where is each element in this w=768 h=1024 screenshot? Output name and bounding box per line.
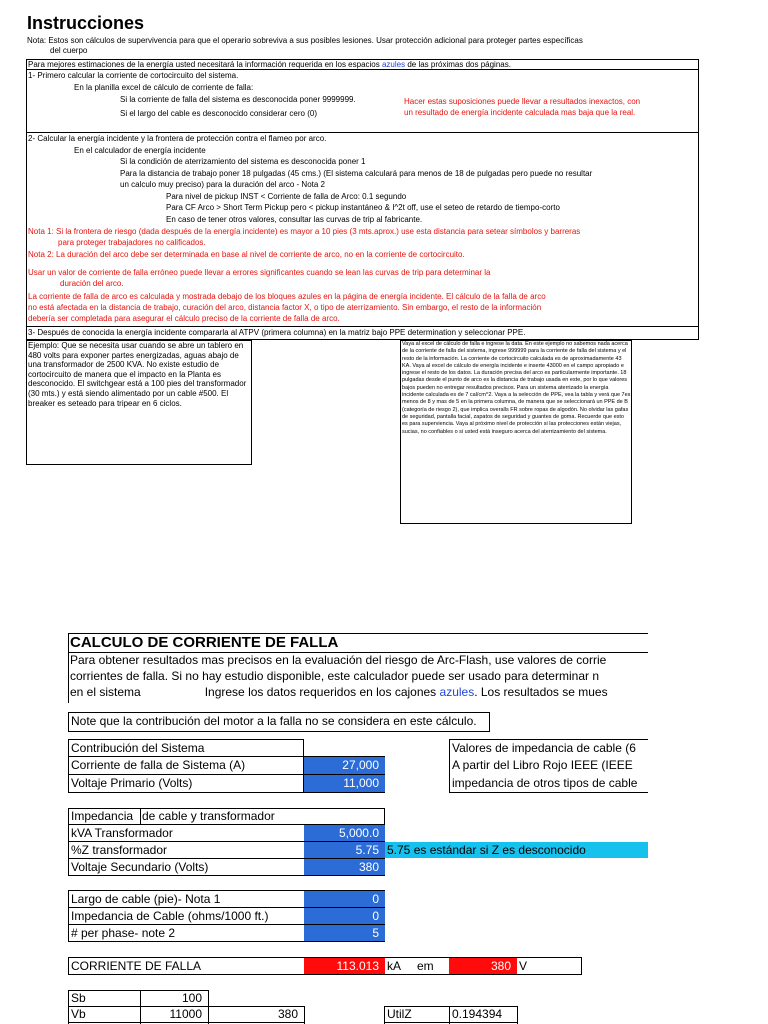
len-label: Largo de cable (pie)- Nota 1 bbox=[71, 892, 221, 906]
result-em: em bbox=[417, 959, 434, 973]
note-line-2: del cuerpo bbox=[50, 46, 88, 55]
z-label: %Z transformador bbox=[71, 843, 168, 857]
len-input[interactable]: 0 bbox=[304, 891, 385, 907]
utilz-value: 0.194394 bbox=[452, 1007, 503, 1021]
phase-label: # per phase- note 2 bbox=[71, 926, 176, 940]
page-title: Instrucciones bbox=[27, 13, 145, 33]
sb-value: 100 bbox=[181, 991, 202, 1005]
motor-note: Note que la contribución del motor a la falla no se considera en este cálculo. bbox=[71, 714, 477, 728]
sheet-desc-3-blue: azules bbox=[439, 685, 475, 699]
tr-title-a: Impedancia bbox=[71, 809, 134, 823]
example-right-text: Vaya al excel de cálculo de falla e ingrese la data. En este ejemplo no sabemos nada acerca de la corriente de falla del sistema, ingrese 999999 para la corriente de falla del sistema y el resto de la información. La corriente de cortocircuito calculada es de aproximadamente 43 KA. Vaya al excel de cálculo de energía incidente e inserte 43000 en el campo apropiado e ingrese el resto de los datos. La duración precisa del arco es particularmente importante. 18 pulgadas desde el punto de arco es la distancia de trabajo usada en este, por lo que valores bajos pueden no entregar resultados precisos. Para un sistema aterrizado la energía incidente calculada es de 7 cal/cm^2. Vaya a la selección de PPE, vea la tabla y verá que 7es menos de 8 y mas de 5 en la primera columna, de manera que se seleccionará un PPE de B (categoría de riesgo 2), que implica overalls FR sobre ropas de algodón. No olvidar las gafas de seguridad, pantalla facial, zapatos de seguridad y guantes de goma. Recuerde que esto es para superviencia. Vaya al próximo nivel de protección si las protecciones están viejas, sucias, no confiables o si usted está inseguro acerca del aterrizamiento del sistema. bbox=[402, 341, 631, 435]
step2-l3: Para la distancia de trabajo poner 18 pulgadas (45 cms.) (El sistema calculará para menos de 18 de pulgadas pero puede no resultar bbox=[120, 169, 593, 178]
step2-l6: Para CF Arco > Short Term Pickup pero < pickup instantáneo & I^2t off, use el seteo de retardo de tiempo-corto bbox=[166, 203, 560, 212]
cimp-label: Impedancia de Cable (ohms/1000 ft.) bbox=[71, 909, 269, 923]
sb-label: Sb bbox=[71, 991, 86, 1005]
vb-value-2: 380 bbox=[277, 1007, 298, 1021]
sys-fault-input[interactable]: 27,000 bbox=[304, 757, 385, 774]
sheet-desc-3a: en el sistema bbox=[70, 685, 141, 699]
step1-warning2: un resultado de energía incidente calculada mas baja que la real. bbox=[404, 108, 636, 117]
kva-label: kVA Transformador bbox=[71, 826, 173, 840]
result-v: V bbox=[519, 959, 528, 973]
step2-l4: un calculo muy preciso) para la duración del arco - Nota 2 bbox=[120, 180, 325, 189]
result-label: CORRIENTE DE FALLA bbox=[71, 959, 202, 973]
warning-r2b: no está afectada en la distancia de trabajo, curación del arco, distancia factor X, o tipo de aterrizamiento. Sin embargo, el resto de la información bbox=[28, 303, 542, 312]
step1-warning1: Hacer estas suposiciones puede llevar a resultados inexactos, con bbox=[404, 97, 641, 106]
sheet-desc-3c: . Los resultados se mues bbox=[474, 685, 608, 699]
vb-value-1: 11000 bbox=[169, 1007, 202, 1021]
cimp-input[interactable]: 0 bbox=[304, 908, 385, 924]
z-note: 5.75 es estándar si Z es desconocido bbox=[385, 842, 648, 858]
z-input[interactable]: 5.75 bbox=[304, 842, 385, 858]
warning-r2c: debería ser completada para asegurar el cálculo preciso de la corriente de falla de arco. bbox=[28, 314, 340, 323]
vb-label: Vb bbox=[71, 1007, 86, 1021]
warning-r1a: Usar un valor de corriente de falla erróneo puede llevar a errores significantes cuando se lean las curvas de trip para determinar la bbox=[28, 268, 491, 277]
intro-pre: Para mejores estimaciones de la energía usted necesitará la información requerida en los espacios bbox=[28, 60, 382, 69]
sheet-title: CALCULO DE CORRIENTE DE FALLA bbox=[70, 634, 339, 651]
step1-line3: Si el largo del cable es desconocido considerar cero (0) bbox=[120, 109, 317, 118]
step2-l7: En caso de tener otros valores, consultar las curvas de trip al fabricante. bbox=[166, 215, 423, 224]
intro-blue-word: azules bbox=[381, 60, 406, 69]
sheet-desc-2: corrientes de falla. Si no hay estudio disponible, este calculador puede ser usado para determinar n bbox=[70, 669, 599, 683]
step2-title: 2- Calcular la energía incidente y la frontera de protección contra el flameo por arco. bbox=[28, 134, 327, 143]
imp-note-2: A partir del Libro Rojo IEEE (IEEE bbox=[452, 758, 633, 772]
note-line-1: Nota: Estos son cálculos de supervivencia para que el operario sobreviva a sus posibles lesiones. Usar protección adicional para proteger partes específicas bbox=[27, 36, 583, 45]
tr-title-b: de cable y transformador bbox=[142, 809, 275, 823]
step2-l5: Para nivel de pickup INST < Corriente de falla de Arco: 0.1 segundo bbox=[166, 192, 407, 201]
sys-volt-input[interactable]: 11,000 bbox=[304, 775, 385, 792]
vsec-input[interactable]: 380 bbox=[304, 859, 385, 875]
sys-fault-label: Corriente de falla de Sistema (A) bbox=[71, 758, 246, 772]
note1-b: para proteger trabajadores no calificados. bbox=[58, 238, 206, 247]
note1-a: Nota 1: Si la frontera de riesgo (dada después de la energía incidente) es mayor a 10 pies (3 mts.aprox.) use esta distancia para setear símbolos y barreras bbox=[28, 227, 581, 236]
imp-note-1: Valores de impedancia de cable (6 bbox=[452, 741, 636, 755]
intro-post: de las próximas dos páginas. bbox=[405, 60, 511, 69]
step1-line1: En la planilla excel de cálculo de corriente de falla: bbox=[74, 83, 254, 92]
sys-volt-label: Voltaje Primario (Volts) bbox=[71, 776, 193, 790]
step1-line2: Si la corriente de falla del sistema es desconocida poner 9999999. bbox=[120, 95, 356, 104]
warning-r1b: duración del arco. bbox=[60, 279, 124, 288]
vsec-label: Voltaje Secundario (Volts) bbox=[71, 860, 209, 874]
step3-title: 3- Después de conocida la energía incidente compararla al ATPV (primera columna) en la matriz bajo PPE determination y seleccionar PPE. bbox=[28, 328, 526, 337]
result-unit: kA bbox=[387, 959, 402, 973]
sheet-desc-1: Para obtener resultados mas precisos en la evaluación del riesgo de Arc-Flash, use valores de corrie bbox=[70, 653, 607, 667]
note2: Nota 2: La duración del arco debe ser determinada en base al nivel de corriente de arco, no en la corriente de cortocircuito. bbox=[28, 250, 465, 259]
kva-input[interactable]: 5,000.0 bbox=[304, 825, 385, 841]
utilz-label: UtilZ bbox=[387, 1007, 412, 1021]
warning-r2a: La corriente de falla de arco es calculada y mostrada debajo de los bloques azules en la página de energía incidente. El cálculo de la falla de arco bbox=[28, 292, 546, 301]
imp-note-3: impedancia de otros tipos de cable bbox=[452, 776, 638, 790]
result-volt: 380 bbox=[449, 958, 517, 974]
step1-title: 1- Primero calcular la corriente de cortocircuito del sistema. bbox=[28, 71, 239, 80]
step2-l1: En el calculador de energía incidente bbox=[74, 146, 206, 155]
intro-line bbox=[28, 60, 511, 70]
phase-input[interactable]: 5 bbox=[304, 925, 385, 941]
result-value: 113.013 bbox=[304, 958, 385, 974]
sheet-desc-3b: Ingrese los datos requeridos en los cajones bbox=[204, 685, 440, 699]
sheet-desc-3 bbox=[70, 684, 648, 700]
step2-l2: Si la condición de aterrizamiento del sistema es desconocida poner 1 bbox=[120, 157, 366, 166]
sys-title: Contribución del Sistema bbox=[71, 741, 205, 755]
example-left-text: Ejemplo: Que se necesita usar cuando se abre un tablero en 480 volts para exponer partes energizadas, aguas abajo de una transformador de 2500 KVA. No existe estudio de cortocircuito de manera que el impacto en la Planta es desconocido. El switchgear está a 100 pies del transformador (30 mts.) y está siendo alimentado por un cable #500. El breaker es seteado para tripear en 6 ciclos. bbox=[28, 341, 247, 408]
